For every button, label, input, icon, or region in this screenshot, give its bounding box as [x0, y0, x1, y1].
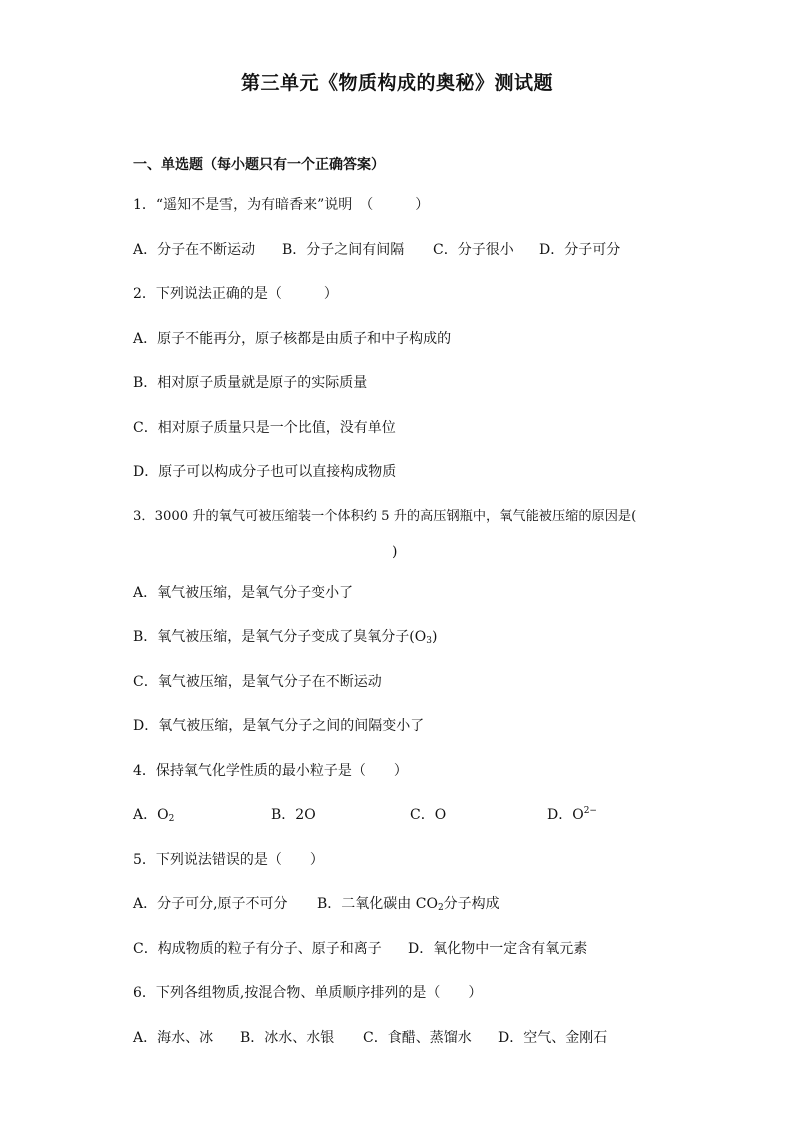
- question-1-option-d: D．分子可分: [539, 242, 621, 258]
- question-3-option-a: A．氧气被压缩，是氧气分子变小了: [133, 585, 354, 601]
- question-2-option-b: B．相对原子质量就是原子的实际质量: [133, 375, 368, 391]
- question-6-option-c: C．食醋、蒸馏水: [363, 1030, 472, 1046]
- question-5-option-c: C．构成物质的粒子有分子、原子和离子: [133, 941, 382, 957]
- question-4-option-b: B．2O: [271, 807, 316, 823]
- question-5-option-b-suffix: 分子构成: [443, 896, 500, 912]
- question-2-option-d: D．原子可以构成分子也可以直接构成物质: [133, 464, 397, 480]
- question-5-option-a: A．分子可分,原子不可分: [133, 896, 288, 912]
- section-heading: 一、单选题（每小题只有一个正确答案）: [133, 157, 385, 173]
- question-5-option-b-text: B．二氧化碳由 CO: [317, 896, 438, 912]
- question-3-option-b: [133, 627, 437, 647]
- question-4-option-a-text: A．O: [133, 807, 169, 823]
- question-3-option-b-text: B．氧气被压缩，是氧气分子变成了臭氧分子(O: [133, 629, 427, 645]
- question-4-option-a: [133, 805, 174, 825]
- question-4-option-d: [547, 805, 597, 825]
- question-2-stem: 2．下列说法正确的是（ ）: [133, 286, 338, 302]
- question-4-option-a-subscript: 2: [168, 814, 175, 824]
- question-3-option-b-close: ): [431, 629, 438, 645]
- question-4-option-c: C．O: [410, 807, 447, 823]
- page-title: 第三单元《物质构成的奥秘》测试题: [240, 72, 553, 94]
- question-6-option-a: A．海水、冰: [133, 1030, 214, 1046]
- question-2-option-c: C．相对原子质量只是一个比值，没有单位: [133, 420, 396, 436]
- question-3-stem: 3．3000 升的氧气可被压缩装一个体积约 5 升的高压钢瓶中，氧气能被压缩的原因是(: [133, 509, 637, 524]
- question-3-stem-close: ): [392, 544, 398, 560]
- question-5-option-b-subscript: 2: [437, 903, 444, 913]
- question-6-option-d: D．空气、金刚石: [498, 1030, 608, 1046]
- question-4-option-d-superscript: 2−: [583, 806, 597, 816]
- question-1-option-a: A．分子在不断运动: [133, 242, 256, 258]
- question-1-option-c: C．分子很小: [433, 242, 514, 258]
- question-6-option-b: B．冰水、水银: [240, 1030, 335, 1046]
- question-5-option-b: [317, 894, 500, 914]
- question-1-option-b: B．分子之间有间隔: [282, 242, 405, 258]
- question-5-option-d: D．氧化物中一定含有氧元素: [408, 941, 588, 957]
- question-4-stem: 4．保持氧气化学性质的最小粒子是（ ）: [133, 763, 408, 779]
- question-2-option-a: A．原子不能再分，原子核都是由质子和中子构成的: [133, 331, 452, 347]
- question-3-option-d: D．氧气被压缩，是氧气分子之间的间隔变小了: [133, 718, 425, 734]
- question-5-stem: 5．下列说法错误的是（ ）: [133, 852, 324, 868]
- question-6-stem: 6．下列各组物质,按混合物、单质顺序排列的是（ ）: [133, 985, 483, 1001]
- question-3-option-c: C．氧气被压缩，是氧气分子在不断运动: [133, 674, 382, 690]
- question-3-option-b-subscript: 3: [426, 636, 432, 646]
- question-4-option-d-text: D．O: [547, 807, 584, 823]
- question-1-stem: 1．“遥知不是雪，为有暗香来”说明 （ ）: [133, 197, 430, 213]
